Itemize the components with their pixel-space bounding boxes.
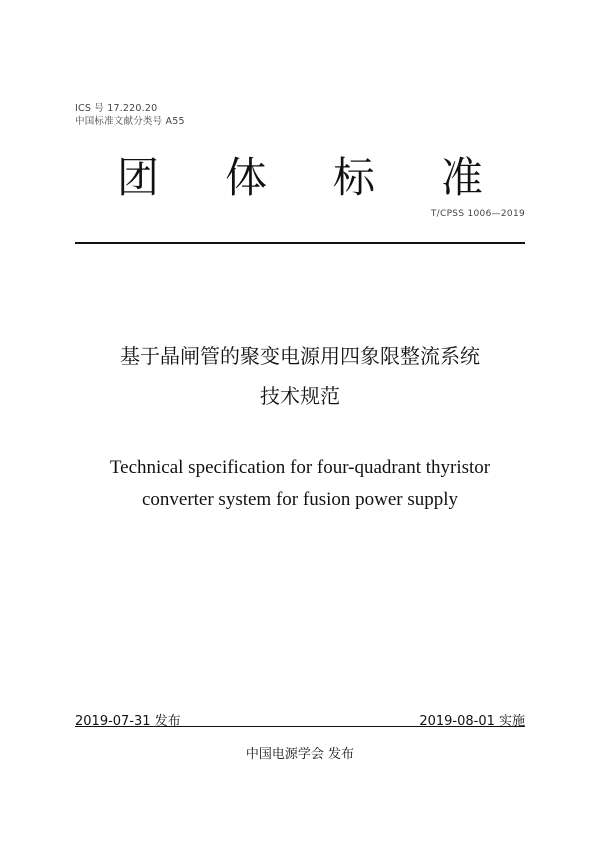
title-en-line2: converter system for fusion power supply xyxy=(141,489,459,510)
ics-code: ICS 号 17.220.20 xyxy=(75,103,158,114)
header-divider xyxy=(75,242,525,244)
publisher: 中国电源学会 发布 xyxy=(245,747,355,762)
ccs-code: 中国标准文献分类号 A55 xyxy=(75,116,185,127)
title-en-line1: Technical specification for four-quadrant thyristor xyxy=(109,457,491,478)
standard-type-char: 体 xyxy=(224,153,267,202)
footer-divider xyxy=(75,726,525,727)
standard-type-char: 准 xyxy=(440,153,483,202)
standard-type-char: 团 xyxy=(116,153,159,202)
standard-number: T/CPSS 1006—2019 xyxy=(430,209,525,219)
title-cn-line2: 技术规范 xyxy=(260,384,340,408)
release-date: 2019-07-31 发布 xyxy=(75,714,181,729)
implement-date: 2019-08-01 实施 xyxy=(419,714,525,729)
title-cn-line1: 基于晶闸管的聚变电源用四象限整流系统 xyxy=(120,344,480,368)
standard-type-char: 标 xyxy=(332,153,375,202)
standard-type-heading xyxy=(0,150,600,206)
